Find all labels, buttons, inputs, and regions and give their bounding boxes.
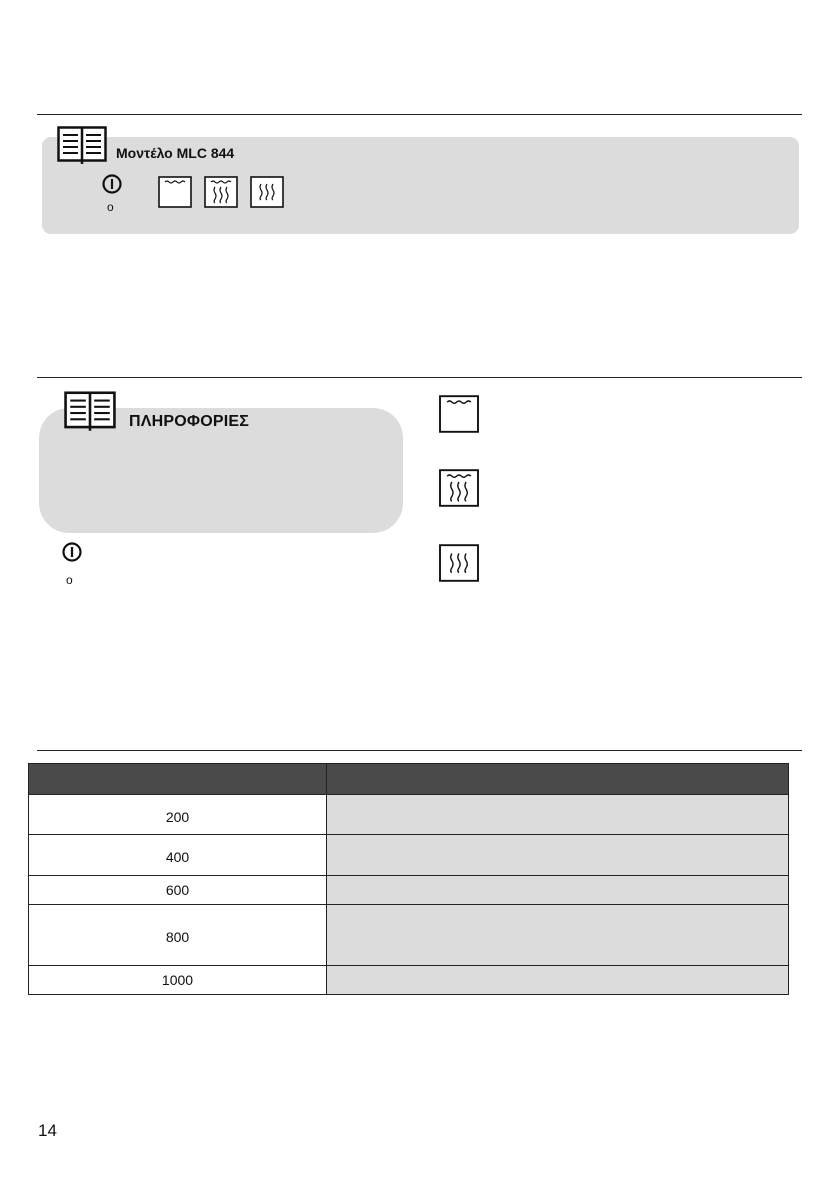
info-title: ΠΛΗΡΟΦΟΡΙΕΣ: [129, 413, 250, 430]
power-value-cell: 1000: [29, 966, 327, 995]
degree-symbol: o: [66, 573, 73, 587]
section-divider-bottom: [37, 750, 802, 751]
section-divider-top: [37, 114, 802, 115]
description-cell: [327, 876, 789, 905]
book-icon: [57, 126, 107, 166]
page-number: 14: [38, 1121, 57, 1140]
table-row: [29, 795, 789, 835]
microwave-icon: [158, 176, 192, 208]
description-cell: [327, 966, 789, 995]
table-header-row: [29, 764, 789, 795]
description-cell: [327, 835, 789, 876]
power-icon: [61, 541, 83, 563]
grill-microwave-icon: [438, 469, 480, 507]
section-divider-middle: [37, 377, 802, 378]
power-value-cell: 200: [29, 795, 327, 835]
table-row: [29, 966, 789, 995]
book-icon: [64, 391, 116, 433]
table-row: [29, 876, 789, 905]
power-value-cell: 600: [29, 876, 327, 905]
grill-icon: [438, 544, 480, 582]
table-header-cell: [29, 764, 327, 795]
power-icon: [101, 173, 123, 195]
model-title: Μοντέλο MLC 844: [116, 145, 235, 161]
grill-microwave-icon: [204, 176, 238, 208]
table-row: [29, 905, 789, 966]
description-cell: [327, 905, 789, 966]
power-value-cell: 800: [29, 905, 327, 966]
table-row: [29, 835, 789, 876]
table-header-cell: [327, 764, 789, 795]
microwave-icon: [438, 395, 480, 433]
power-level-table: [28, 763, 789, 995]
description-cell: [327, 795, 789, 835]
power-value-cell: 400: [29, 835, 327, 876]
degree-symbol: o: [107, 200, 114, 214]
grill-icon: [250, 176, 284, 208]
